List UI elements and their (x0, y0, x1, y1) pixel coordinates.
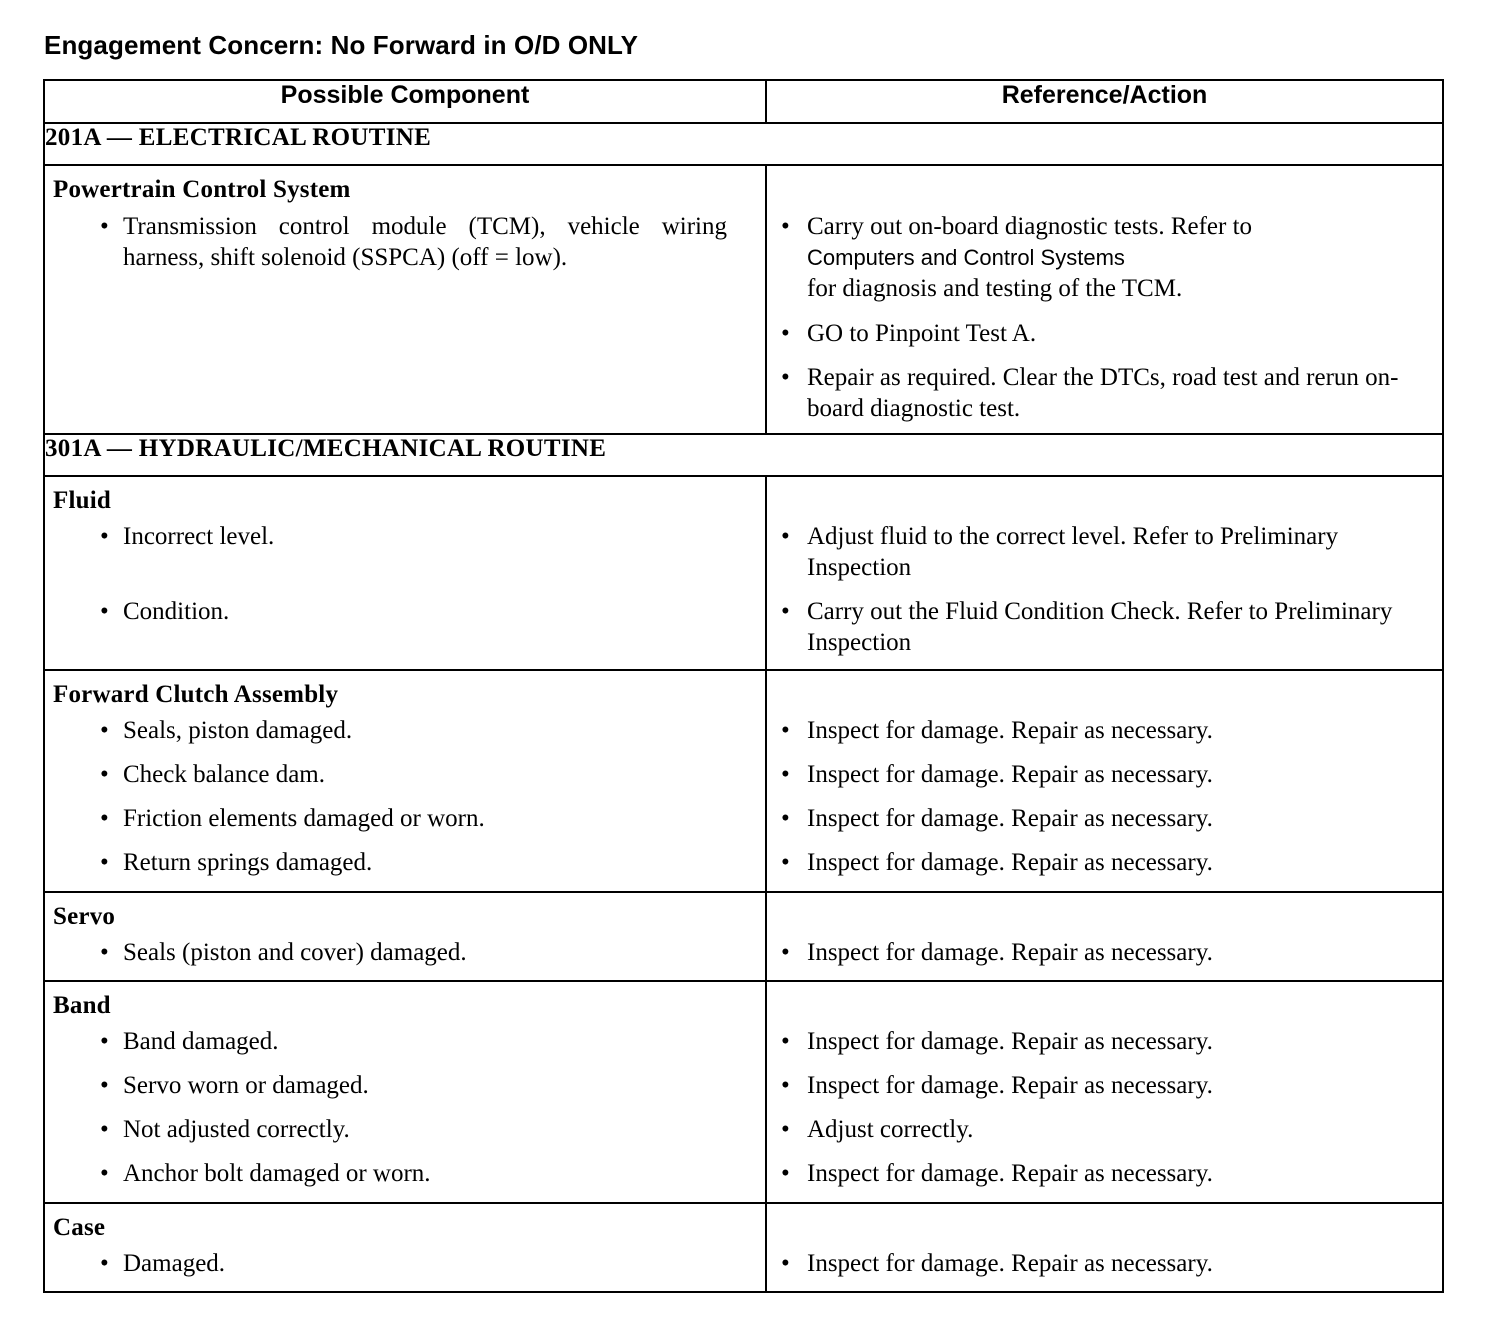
action-text: for diagnosis and testing of the TCM. (807, 275, 1183, 302)
list-item (45, 1026, 765, 1057)
list-item (767, 759, 1442, 790)
list-item (767, 362, 1442, 424)
action-text: Inspect for damage. Repair as necessary. (807, 939, 1213, 966)
list-item (45, 937, 765, 968)
bullet-icon: • (781, 805, 790, 832)
bullet-icon: • (100, 1072, 109, 1099)
list-item (767, 803, 1442, 834)
list-item (45, 715, 765, 746)
action-text: Repair as required. Clear the DTCs, road test and rerun on-board diagnostic test. (807, 364, 1399, 422)
component-cell-forward-clutch (44, 670, 766, 892)
list-item (767, 521, 1442, 583)
reference-link[interactable]: Computers and Control Systems (807, 245, 1125, 270)
component-cell-case (44, 1203, 766, 1292)
component-text: Transmission control module (TCM), vehicle wiring harness, shift solenoid (SSPCA) (off = low). (123, 213, 727, 271)
action-text: Inspect for damage. Repair as necessary. (807, 1250, 1213, 1277)
table-row-forward-clutch (44, 670, 1443, 892)
action-cell-powertrain (766, 165, 1443, 434)
component-cell-fluid (44, 476, 766, 670)
list-item (45, 521, 765, 552)
action-text: Carry out on-board diagnostic tests. Refer to (807, 213, 1253, 240)
component-title: Forward Clutch Assembly (53, 681, 339, 708)
component-cell-powertrain (44, 165, 766, 434)
list-item (45, 803, 765, 834)
action-text: Adjust fluid to the correct level. Refer to Preliminary Inspection (807, 523, 1339, 581)
table-row-servo (44, 892, 1443, 981)
component-text: Friction elements damaged or worn. (123, 805, 485, 832)
component-text: Condition. (123, 598, 230, 625)
component-text: Damaged. (123, 1250, 226, 1277)
section-title-hydraulic: 301A — HYDRAULIC/MECHANICAL ROUTINE (44, 434, 1443, 476)
action-text: GO to Pinpoint Test A. (807, 320, 1037, 347)
bullet-icon: • (781, 1250, 790, 1277)
bullet-icon: • (781, 213, 790, 240)
bullet-icon: • (100, 523, 109, 550)
bullet-icon: • (100, 1028, 109, 1055)
list-item (767, 937, 1442, 968)
component-cell-band (44, 981, 766, 1203)
bullet-icon: • (781, 1072, 790, 1099)
bullet-icon: • (100, 939, 109, 966)
component-text: Incorrect level. (123, 523, 275, 550)
action-cell-band (766, 981, 1443, 1203)
component-title: Case (53, 1214, 106, 1241)
list-item (767, 596, 1442, 658)
list-item (767, 1114, 1442, 1145)
action-text: Inspect for damage. Repair as necessary. (807, 805, 1213, 832)
component-cell-servo (44, 892, 766, 981)
bullet-icon: • (100, 1116, 109, 1143)
table-row-fluid (44, 476, 1443, 670)
action-text: Adjust correctly. (807, 1116, 974, 1143)
bullet-icon: • (781, 717, 790, 744)
list-item (767, 1248, 1442, 1279)
list-item (767, 211, 1442, 304)
list-item (45, 596, 765, 627)
bullet-icon: • (781, 364, 790, 391)
bullet-icon: • (781, 849, 790, 876)
bullet-icon: • (781, 761, 790, 788)
list-item (767, 1158, 1442, 1189)
bullet-icon: • (100, 761, 109, 788)
action-cell-servo (766, 892, 1443, 981)
list-item (767, 1026, 1442, 1057)
component-title: Powertrain Control System (53, 176, 351, 203)
action-text: Inspect for damage. Repair as necessary. (807, 1028, 1213, 1055)
bullet-icon: • (100, 213, 109, 240)
bullet-icon: • (781, 320, 790, 347)
page-title: Engagement Concern: No Forward in O/D ONLY (44, 30, 639, 60)
component-text: Seals, piston damaged. (123, 717, 353, 744)
action-cell-case (766, 1203, 1443, 1292)
list-item (45, 847, 765, 878)
list-item (767, 847, 1442, 878)
column-header-component: Possible Component (44, 80, 766, 123)
list-item (45, 1158, 765, 1189)
table-header-row (44, 80, 1443, 123)
list-item (45, 1248, 765, 1279)
list-item (45, 1114, 765, 1145)
bullet-icon: • (781, 1028, 790, 1055)
action-text: Carry out the Fluid Condition Check. Refer to Preliminary Inspection (807, 598, 1393, 656)
list-item (767, 318, 1442, 349)
component-text: Return springs damaged. (123, 849, 373, 876)
section-row-electrical (44, 123, 1443, 165)
bullet-icon: • (100, 717, 109, 744)
table-row-band (44, 981, 1443, 1203)
action-text: Inspect for damage. Repair as necessary. (807, 849, 1213, 876)
bullet-icon: • (100, 598, 109, 625)
component-text: Anchor bolt damaged or worn. (123, 1160, 431, 1187)
component-title: Band (53, 992, 111, 1019)
bullet-icon: • (100, 1160, 109, 1187)
table-row-powertrain (44, 165, 1443, 434)
list-item (45, 1070, 765, 1101)
action-text: Inspect for damage. Repair as necessary. (807, 717, 1213, 744)
action-text: Inspect for damage. Repair as necessary. (807, 761, 1213, 788)
table-row-case (44, 1203, 1443, 1292)
list-item (767, 715, 1442, 746)
component-text: Servo worn or damaged. (123, 1072, 369, 1099)
action-text: Inspect for damage. Repair as necessary. (807, 1160, 1213, 1187)
column-header-action: Reference/Action (766, 80, 1443, 123)
component-title: Fluid (53, 487, 111, 514)
diagnosis-table (43, 79, 1444, 1293)
list-item (45, 759, 765, 790)
component-text: Not adjusted correctly. (123, 1116, 350, 1143)
action-text: Inspect for damage. Repair as necessary. (807, 1072, 1213, 1099)
component-text: Check balance dam. (123, 761, 325, 788)
list-item (767, 1070, 1442, 1101)
component-text: Band damaged. (123, 1028, 279, 1055)
bullet-icon: • (100, 849, 109, 876)
list-item (45, 211, 765, 273)
bullet-icon: • (100, 1250, 109, 1277)
component-text: Seals (piston and cover) damaged. (123, 939, 467, 966)
component-title: Servo (53, 903, 116, 930)
bullet-icon: • (781, 523, 790, 550)
bullet-icon: • (781, 1160, 790, 1187)
section-title-electrical: 201A — ELECTRICAL ROUTINE (44, 123, 1443, 165)
action-cell-fluid (766, 476, 1443, 670)
bullet-icon: • (781, 598, 790, 625)
bullet-icon: • (781, 1116, 790, 1143)
action-cell-forward-clutch (766, 670, 1443, 892)
bullet-icon: • (100, 805, 109, 832)
bullet-icon: • (781, 939, 790, 966)
section-row-hydraulic (44, 434, 1443, 476)
